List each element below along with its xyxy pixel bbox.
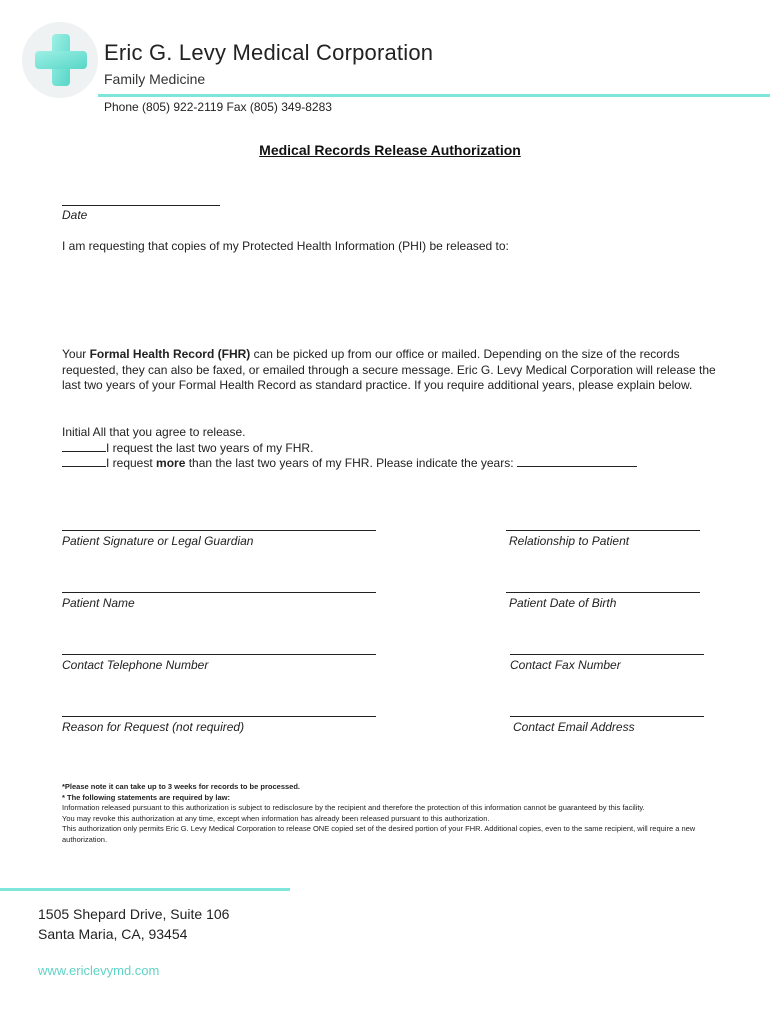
header-divider <box>98 94 770 97</box>
fhr-bold: Formal Health Record (FHR) <box>89 347 251 361</box>
fhr-rest: can be picked up from our office or mailed. Depending on the size of the records requested, they can also be faxed, or emailed through a secure message. Eric G. Levy Medical Corporation will release the last two years of your Formal Health Record as standard practice. If you require additional years, please explain below. <box>62 347 716 392</box>
legal-notes <box>62 782 722 845</box>
date-of-birth-line[interactable] <box>506 592 700 593</box>
date-input-line[interactable] <box>62 205 220 206</box>
website-link[interactable]: www.ericlevymd.com <box>38 963 160 978</box>
request-statement: I am requesting that copies of my Protected Health Information (PHI) be released to: <box>62 239 509 253</box>
note-revoke: You may revoke this authorization at any time, except when information has already been released pursuant to this authorization. <box>62 813 490 823</box>
initial-input-1[interactable] <box>62 441 106 452</box>
initial-option-1 <box>62 441 722 457</box>
medical-cross-icon <box>33 32 89 88</box>
contact-phone-label: Contact Telephone Number <box>62 658 209 672</box>
reason-line[interactable] <box>62 716 376 717</box>
relationship-line[interactable] <box>506 530 700 531</box>
date-label: Date <box>62 208 88 222</box>
contact-email-line[interactable] <box>510 716 704 717</box>
initial-option-2 <box>62 456 722 472</box>
patient-name-label: Patient Name <box>62 596 135 610</box>
note-redisclosure: Information released pursuant to this authorization is subject to redisclosure by the recipient and therefore the protection of this information cannot be guaranteed by this facility. <box>62 803 645 812</box>
note-copies: This authorization only permits Eric G. Levy Medical Corporation to release ONE copied set of the desired portion of your FHR. Additional copies, even to the same recipient, will require a new authorization. <box>62 824 696 844</box>
fhr-paragraph <box>62 347 722 394</box>
initial-heading: Initial All that you agree to release. <box>62 425 246 439</box>
document-title: Medical Records Release Authorization <box>259 142 521 158</box>
initial-option-2-rest: than the last two years of my FHR. Please indicate the years: <box>185 456 517 470</box>
contact-fax-line[interactable] <box>510 654 704 655</box>
organization-subtitle: Family Medicine <box>104 71 206 87</box>
initial-option-2-bold: more <box>156 456 186 470</box>
contact-email-label: Contact Email Address <box>513 720 635 734</box>
note-processing-time: *Please note it can take up to 3 weeks for records to be processed. <box>62 782 301 791</box>
initial-section <box>62 425 722 472</box>
contact-info: Phone (805) 922-2119 Fax (805) 349-8283 <box>104 100 332 114</box>
initial-input-2[interactable] <box>62 456 106 467</box>
relationship-label: Relationship to Patient <box>509 534 630 548</box>
patient-name-line[interactable] <box>62 592 376 593</box>
address-line-1: 1505 Shepard Drive, Suite 106 <box>38 906 230 922</box>
reason-label: Reason for Request (not required) <box>62 720 245 734</box>
years-input[interactable] <box>517 456 637 467</box>
note-required-by-law: * The following statements are required by law: <box>62 792 230 802</box>
patient-signature-label: Patient Signature or Legal Guardian <box>62 534 254 548</box>
contact-phone-line[interactable] <box>62 654 376 655</box>
initial-option-2-prefix: I request <box>106 456 157 470</box>
patient-signature-line[interactable] <box>62 530 376 531</box>
fhr-prefix: Your <box>62 347 90 361</box>
organization-name: Eric G. Levy Medical Corporation <box>104 40 434 65</box>
initial-option-1-text: I request the last two years of my FHR. <box>106 440 314 455</box>
date-of-birth-label: Patient Date of Birth <box>509 596 617 610</box>
footer-divider <box>0 888 290 891</box>
address-line-2: Santa Maria, CA, 93454 <box>38 926 188 942</box>
contact-fax-label: Contact Fax Number <box>510 658 621 672</box>
